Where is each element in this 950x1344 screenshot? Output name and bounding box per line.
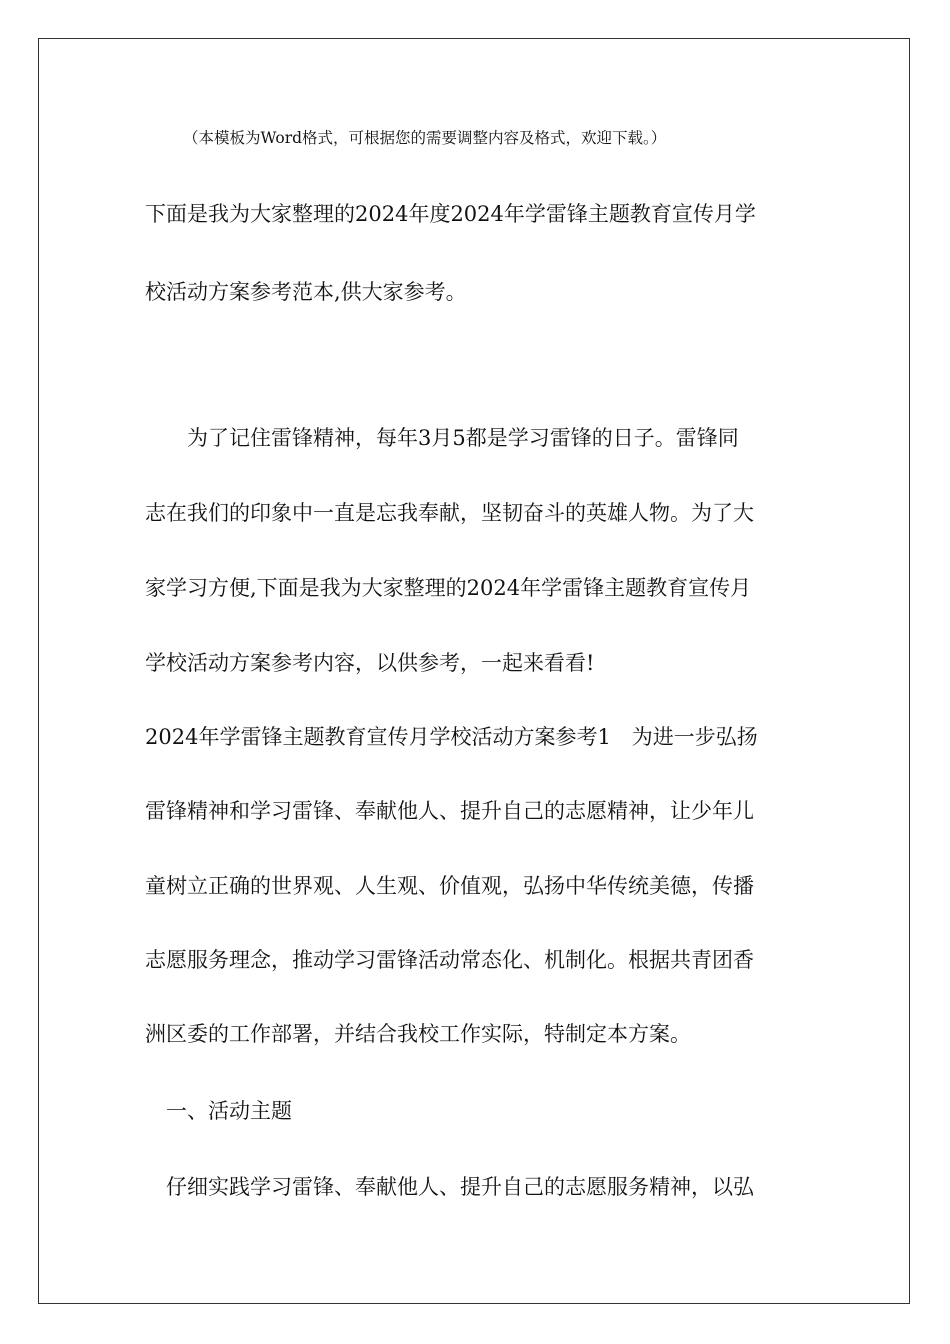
body-line: 校活动方案参考范本,供大家参考。 [145,280,467,304]
body-line: 为了记住雷锋精神，每年3月5都是学习雷锋的日子。雷锋同 [145,426,739,450]
body-line: 雷锋精神和学习雷锋、奉献他人、提升自己的志愿精神，让少年儿 [145,799,754,823]
body-line: 仔细实践学习雷锋、奉献他人、提升自己的志愿服务精神，以弘 [145,1175,754,1199]
template-note: （本模板为Word格式，可根据您的需要调整内容及格式，欢迎下载。） [183,129,667,147]
body-line: 志在我们的印象中一直是忘我奉献，坚韧奋斗的英雄人物。为了大 [145,501,754,525]
body-line: 学校活动方案参考内容，以供参考，一起来看看! [145,651,595,675]
body-line: 童树立正确的世界观、人生观、价值观，弘扬中华传统美德，传播 [145,874,754,898]
section-heading: 一、活动主题 [145,1099,292,1123]
body-line: 洲区委的工作部署，并结合我校工作实际，特制定本方案。 [145,1022,691,1046]
body-line: 家学习方便,下面是我为大家整理的2024年学雷锋主题教育宣传月 [145,576,752,600]
body-line: 下面是我为大家整理的2024年度2024年学雷锋主题教育宣传月学 [145,202,756,226]
body-line: 志愿服务理念，推动学习雷锋活动常态化、机制化。根据共青团香 [145,948,754,972]
body-line: 2024年学雷锋主题教育宣传月学校活动方案参考1 为进一步弘扬 [145,725,758,749]
